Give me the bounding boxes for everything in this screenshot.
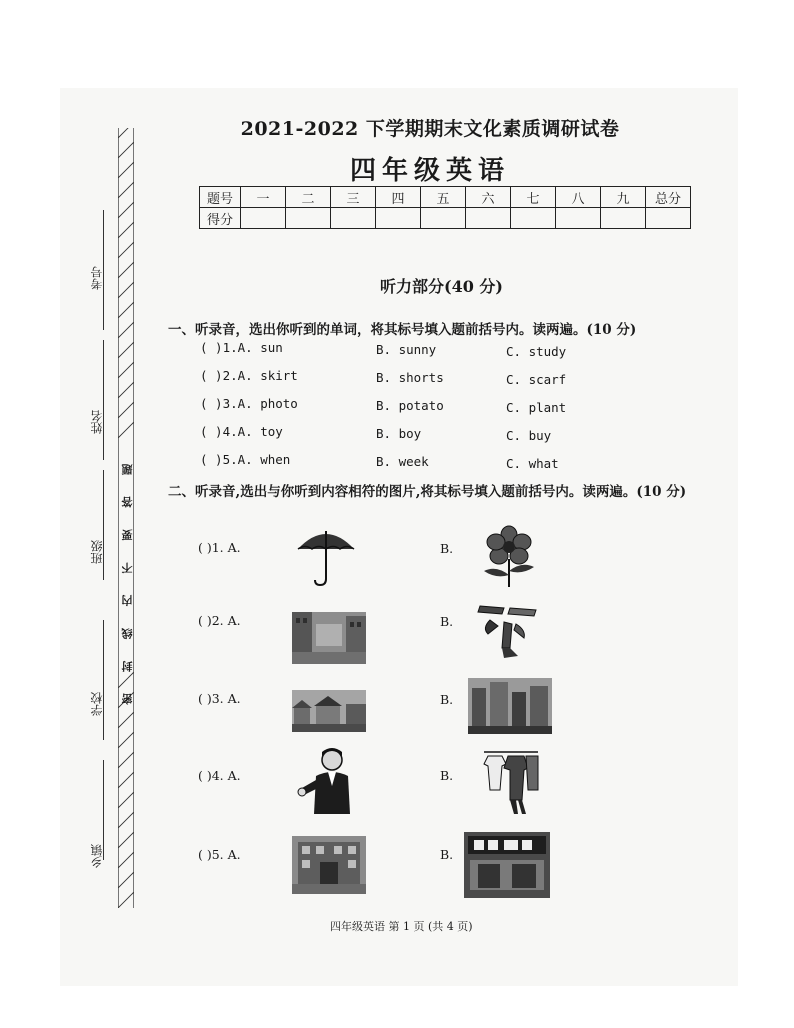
part2-item-2-b-label: B. [440,614,454,629]
exam-subtitle: 四年级英语 [349,156,510,186]
part1-item-1-a: ( )1.A. sun [200,340,283,355]
score-input-cell[interactable] [601,208,646,229]
umbrella-picture [296,525,356,587]
school-line [103,620,104,740]
score-input-cell[interactable] [646,208,691,229]
score-cell: 五 [421,187,466,208]
name-label: 姓名 [90,410,104,434]
part2-item-5-b-label: B. [440,847,454,862]
part1-item-2-c: C. scarf [506,372,567,387]
part1-item-1-b: B. sunny [376,342,437,357]
town-label: 乡镇 [90,844,104,868]
part2-item-3-a-label: ( )3. A. [198,691,241,706]
score-input-cell[interactable] [466,208,511,229]
score-cell: 四 [376,187,421,208]
part1-item-5-b: B. week [376,454,429,469]
man-in-suit-picture [296,746,358,816]
part1-item-1-c: C. study [506,344,567,359]
part1-item-5-a: ( )5.A. when [200,452,291,467]
score-cell: 题号 [200,187,241,208]
score-input-cell[interactable] [556,208,601,229]
score-table-header-row [200,187,691,208]
socks-picture [474,604,540,666]
part1-item-4-b: B. boy [376,426,422,441]
part1-title: 一、听录音，选出你听到的单词，将其标号填入题前括号内。读两遍。(10 分) [168,322,637,338]
exam-number-label: 考号 [90,266,104,290]
score-cell: 得分 [200,208,241,229]
name-line [103,340,104,460]
score-input-cell[interactable] [241,208,286,229]
exam-title: 2021-2022 下学期期末文化素质调研试卷 [240,118,620,140]
part1-item-2-b: B. shorts [376,370,444,385]
score-cell: 九 [601,187,646,208]
score-input-cell[interactable] [286,208,331,229]
street-picture [292,612,366,664]
score-cell: 六 [466,187,511,208]
school-label: 学校 [90,692,104,716]
part2-item-4-b-label: B. [440,768,454,783]
seal-line-text: 密 封 线 内 不 要 答 题 [121,455,134,705]
class-line [103,470,104,580]
shop-picture [464,832,550,898]
score-cell: 一 [241,187,286,208]
part1-item-4-a: ( )4.A. toy [200,424,283,439]
page-footer: 四年级英语 第 1 页 (共 4 页) [330,920,473,933]
part2-title: 二、听录音,选出与你听到内容相符的图片,将其标号填入题前括号内。读两遍。(10 分) [168,484,687,500]
score-input-cell[interactable] [511,208,556,229]
score-cell: 三 [331,187,376,208]
clothes-rack-picture [480,746,542,816]
part1-item-2-a: ( )2.A. skirt [200,368,298,383]
score-input-cell[interactable] [421,208,466,229]
score-cell: 二 [286,187,331,208]
village-picture [292,690,366,732]
score-cell: 七 [511,187,556,208]
town-line [103,760,104,860]
score-input-cell[interactable] [376,208,421,229]
city-picture [468,678,552,734]
score-cell: 总分 [646,187,691,208]
class-label: 班级 [90,540,104,564]
score-table [199,186,691,229]
part2-item-1-b-label: B. [440,541,454,556]
score-table-score-row [200,208,691,229]
part2-item-5-a-label: ( )5. A. [198,847,241,862]
flower-picture [478,525,540,589]
part1-item-5-c: C. what [506,456,559,471]
exam-number-line [103,210,104,330]
listening-section-heading: 听力部分(40 分) [380,277,503,296]
building-picture [292,836,366,894]
part2-item-1-a-label: ( )1. A. [198,540,241,555]
part2-item-2-a-label: ( )2. A. [198,613,241,628]
part1-item-3-b: B. potato [376,398,444,413]
part2-item-4-a-label: ( )4. A. [198,768,241,783]
part1-item-3-c: C. plant [506,400,567,415]
part1-item-3-a: ( )3.A. photo [200,396,298,411]
score-input-cell[interactable] [331,208,376,229]
part1-item-4-c: C. buy [506,428,552,443]
part2-item-3-b-label: B. [440,692,454,707]
score-cell: 八 [556,187,601,208]
